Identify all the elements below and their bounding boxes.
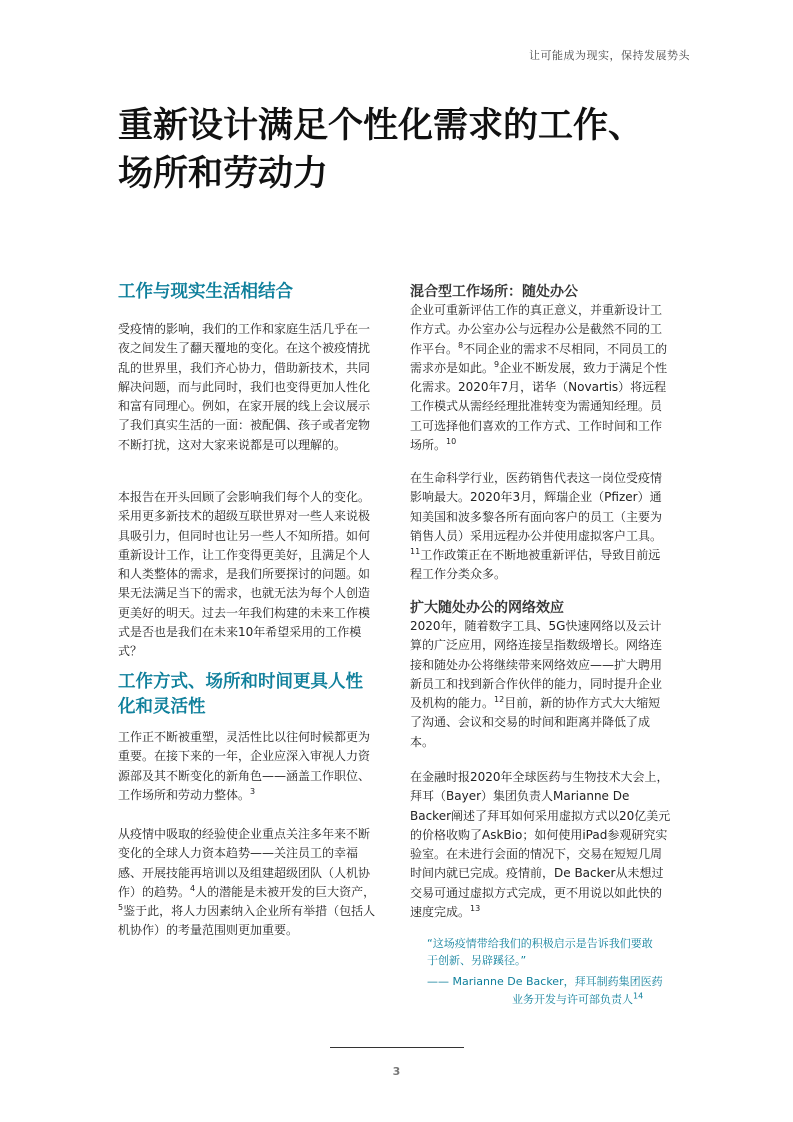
left-paragraph-4-text-a: 从疫情中吸取的经验使企业重点关注多年来不断变化的全球人力资本趋势——关注员工的幸福感、开展技能再培训以及组建超级团队（人机协作）的趋势。	[118, 827, 371, 899]
footnote-ref: 4	[190, 883, 196, 893]
subheading-hybrid-workplace: 混合型工作场所：随处办公	[410, 284, 578, 300]
left-paragraph-4-text-b: 人的潜能是未被开发的巨大资产，	[195, 884, 376, 899]
footnote-ref: 5	[118, 903, 124, 913]
right-paragraph-1	[410, 301, 672, 455]
pull-quote-text: “这场疫情带给我们的积极启示是告诉我们要敢于创新、另辟蹊径。”	[427, 937, 653, 967]
left-paragraph-3	[118, 728, 380, 805]
footnote-ref: 13	[470, 904, 481, 914]
section-heading-flexibility-line2: 化和灵活性	[118, 697, 206, 717]
right-paragraph-1-text-a: 企业可重新评估工作的真正意义，并重新设计工作方式。办公室办公与远程办公是截然不同的工作平台。	[410, 303, 663, 356]
section-heading-flexibility	[118, 670, 388, 720]
left-paragraph-3-text: 工作正不断被重塑，灵活性比以往何时候都更为重要。在接下来的一年，企业应深入审视人力资源部及其不断变化的新角色——涵盖工作职位、工作场所和劳动力整体。	[118, 730, 371, 802]
right-paragraph-3	[410, 617, 672, 752]
left-paragraph-4	[118, 825, 380, 941]
footer-divider	[330, 1047, 464, 1048]
right-paragraph-2-text-a: 在生命科学行业，医药销售代表这一岗位受疫情影响最大。2020年3月，辉瑞企业（Pfizer）通知美国和波多黎各所有面向客户的员工（主要为销售人员）采用远程办公并使用虚拟客户工具。	[410, 471, 663, 543]
footnote-ref: 14	[633, 991, 644, 1001]
section-heading-work-life: 工作与现实生活相结合	[118, 282, 293, 302]
footnote-ref: 11	[410, 547, 421, 557]
right-paragraph-3-text-a: 2020年，随着数字工具、5G快速网络以及云计算的广泛应用，网络连接呈指数级增长。网络连接和随处办公将继续带来网络效应——扩大聘用新员工和找到新合作伙伴的能力，同时提升企业及机构的能力。	[410, 619, 663, 711]
right-paragraph-1-text-c: 企业不断发展，致力于满足个性化需求。2020年7月，诺华（Novartis）将远程工作模式从需经经理批准转变为需通知经理。员工可选择他们喜欢的工作方式、工作时间和工作场所。	[410, 360, 668, 453]
footnote-ref: 3	[250, 786, 256, 796]
pull-quote-attribution-line1: —— Marianne De Backer，拜耳制药集团医药	[427, 975, 663, 988]
page-title-line1: 重新设计满足个性化需求的工作、	[118, 106, 644, 146]
section-heading-flexibility-line1: 工作方式、场所和时间更具人性	[118, 672, 363, 692]
page-title	[118, 102, 718, 198]
right-paragraph-2-text-b: 工作政策正在不断地被重新评估，导致目前远程工作分类众多。	[410, 548, 661, 582]
pull-quote-attribution-role: 业务开发与许可部负责人	[512, 993, 633, 1006]
pull-quote-attribution-line2	[512, 991, 672, 1008]
running-header: 让可能成为现实，保持发展势头	[529, 49, 690, 62]
right-paragraph-4-text: 在金融时报2020年全球医药与生物技术大会上，拜耳（Bayer）集团负责人Marianne De Backer阐述了拜耳如何采用虚拟方式以20亿美元的价格收购了AskBio；如何使用iPad参观研究实验室。在未进行会面的情况下，交易在短短几周时间内就已完成。疫情前，De Backer从未想过交易可通过虚拟方式完成，更不用说以如此快的速度完成。	[410, 770, 671, 920]
footnote-ref: 12	[494, 695, 505, 705]
right-paragraph-2	[410, 469, 672, 585]
right-paragraph-1-text-b: 不同企业的需求不尽相同，不同员工的需求亦是如此。	[410, 341, 668, 375]
left-paragraph-4-text-c: 鉴于此，将人力因素纳入企业所有举措（包括人机协作）的考量范围则更加重要。	[118, 904, 376, 938]
pull-quote	[427, 935, 663, 1006]
right-paragraph-4	[410, 768, 672, 922]
left-paragraph-2: 本报告在开头回顾了会影响我们每个人的变化。采用更多新技术的超级互联世界对一些人来说极具吸引力，但同时也让另一些人不知所措。如何重新设计工作，让工作变得更美好，且满足个人和人类整体的需求，是我们所要探讨的问题。如果无法满足当下的需求，也就无法为每个人创造更美好的明天。过去一年我们构建的未来工作模式是否也是我们在未来10年希望采用的工作模式？	[118, 490, 371, 659]
footnote-ref: 9	[494, 359, 500, 369]
subheading-network-effect: 扩大随处办公的网络效应	[410, 600, 564, 616]
page-number: 3	[392, 1065, 401, 1078]
footnote-ref: 8	[458, 340, 464, 350]
right-paragraph-3-text-b: 目前，新的协作方式大大缩短了沟通、会议和交易的时间和距离并降低了成本。	[410, 696, 661, 749]
page-title-line2: 场所和劳动力	[118, 154, 329, 194]
left-paragraph-1: 受疫情的影响，我们的工作和家庭生活几乎在一夜之间发生了翻天覆地的变化。在这个被疫情扰乱的世界里，我们齐心协力，借助新技术，共同解决问题，而与此同时，我们也变得更加人性化和富有同理心。例如，在家开展的线上会议展示了我们真实生活的一面：被配偶、孩子或者宠物不断打扰，这对大家来说都是可以理解的。	[118, 322, 371, 452]
footnote-ref: 10	[446, 437, 457, 447]
